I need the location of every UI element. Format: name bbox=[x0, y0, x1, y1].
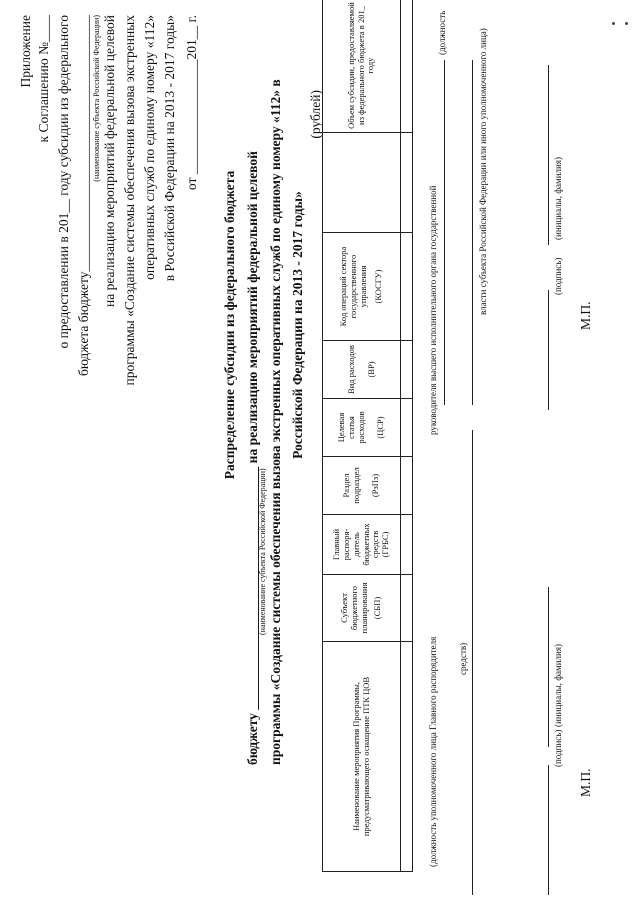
col-header-2-text: Субъект бюджетного планирования bbox=[338, 582, 369, 634]
table-cell bbox=[401, 642, 413, 872]
table-cell bbox=[401, 515, 413, 575]
signature-label-name-1: (инициалы, фамилия) bbox=[553, 644, 563, 727]
table-cell bbox=[401, 0, 413, 133]
col-header-9: Объем субсидии, предоставляемой из федерального бюджета в 201_ году bbox=[323, 0, 401, 133]
signature-line bbox=[548, 765, 549, 895]
table-cell bbox=[401, 233, 413, 341]
col-header-6 bbox=[323, 341, 401, 399]
col-header-5 bbox=[323, 399, 401, 457]
col-header-5-text: Целевая статья расходов bbox=[335, 411, 366, 444]
table-header-row bbox=[323, 0, 401, 872]
agreement-label: к Соглашению №____ bbox=[36, 15, 51, 143]
col-header-6-code: (ВР) bbox=[365, 361, 376, 378]
col-header-1: Наименование мероприятия Программы, предусматривающего оснащение ПТК ЦОВ bbox=[323, 642, 401, 872]
col-header-3 bbox=[323, 515, 401, 575]
scan-mark bbox=[612, 22, 615, 25]
col-header-2 bbox=[323, 575, 401, 642]
table-cell bbox=[401, 457, 413, 515]
signature-line bbox=[472, 430, 473, 895]
col-header-7-code: (КОСГУ) bbox=[373, 269, 384, 304]
signature-line bbox=[548, 290, 549, 410]
title-line-2: бюджету ____________________________________ на реализацию мероприятий федеральной целевой bbox=[245, 151, 260, 765]
agreement-line-2: бюджета бюджету______________________________________ bbox=[76, 15, 91, 376]
title-line-1: Распределение субсидии из федерального бюджета bbox=[222, 170, 237, 480]
agreement-date: от _________________201__ г. bbox=[184, 15, 199, 191]
title-line-3: программы «Создание системы обеспечения вызова экстренных оперативных служб по единому номеру «112» в bbox=[268, 79, 283, 765]
table-cell bbox=[401, 399, 413, 457]
col-header-3-code: (ГРБС) bbox=[380, 531, 391, 558]
col-header-5-code: (ЦСР) bbox=[375, 416, 386, 439]
agreement-line-5: оперативных служб по единому номеру «112» bbox=[142, 15, 157, 280]
scan-mark bbox=[625, 22, 628, 25]
agreement-line-3: на реализацию мероприятий федеральной целевой bbox=[102, 15, 117, 307]
units-label: (рублей) bbox=[308, 90, 323, 139]
table-cell bbox=[401, 341, 413, 399]
title-line-4: Российской Федерации на 2013 - 2017 годы» bbox=[290, 191, 305, 459]
signature-line bbox=[472, 60, 473, 405]
col-header-4-code: (РзПз) bbox=[370, 473, 381, 498]
stamp-place-1: М.П. bbox=[578, 768, 593, 797]
subject-caption-header: (наименование субъекта Российской Федерации) bbox=[92, 15, 101, 182]
signature-authority-2: власти субъекта Российской Федерации или иного уполномоченного лица) bbox=[478, 28, 488, 315]
signature-position-tail-2: (должность bbox=[437, 10, 447, 55]
col-header-2-code: (СБП) bbox=[372, 596, 383, 620]
signature-line bbox=[444, 60, 445, 405]
col-header-4 bbox=[323, 457, 401, 515]
table-row bbox=[401, 0, 413, 872]
subsidy-table bbox=[322, 0, 413, 872]
agreement-line-1: о предоставлении в 201__ году субсидии из федерального bbox=[56, 15, 71, 349]
table-cell bbox=[401, 575, 413, 642]
col-header-3-text: Главный распоря-дитель бюджетных средств bbox=[331, 523, 381, 566]
agreement-line-6: в Российской Федерации на 2013 - 2017 годы» bbox=[162, 15, 177, 282]
col-header-8 bbox=[323, 133, 401, 233]
signature-line bbox=[548, 587, 549, 747]
col-header-7-text: Код операций сектора государственного управления bbox=[337, 246, 368, 327]
table-cell bbox=[401, 133, 413, 233]
signature-position-1: (должность уполномоченного лица Главного распорядителя bbox=[428, 636, 438, 867]
signature-funds-1: средств) bbox=[458, 642, 468, 675]
signature-label-name-2: (инициалы, фамилия) bbox=[553, 157, 563, 240]
signature-label-sign-1: (подпись) bbox=[553, 729, 563, 767]
subject-caption-title: (наименование субъекта Российской Федерации) bbox=[258, 468, 267, 635]
signature-line bbox=[548, 65, 549, 245]
col-header-7 bbox=[323, 233, 401, 341]
signature-label-sign-2: (подпись) bbox=[553, 257, 563, 295]
signature-position-2: руководителя высшего исполнительного органа государственной bbox=[428, 185, 438, 435]
appendix-label: Приложение bbox=[18, 15, 33, 88]
col-header-4-text: Раздел подраздел bbox=[340, 467, 361, 504]
col-header-6-text: Вид расходов bbox=[345, 345, 356, 394]
stamp-place-2: М.П. bbox=[578, 301, 593, 330]
agreement-line-4: программы «Создание системы обеспечения вызова экстренных bbox=[122, 15, 137, 386]
